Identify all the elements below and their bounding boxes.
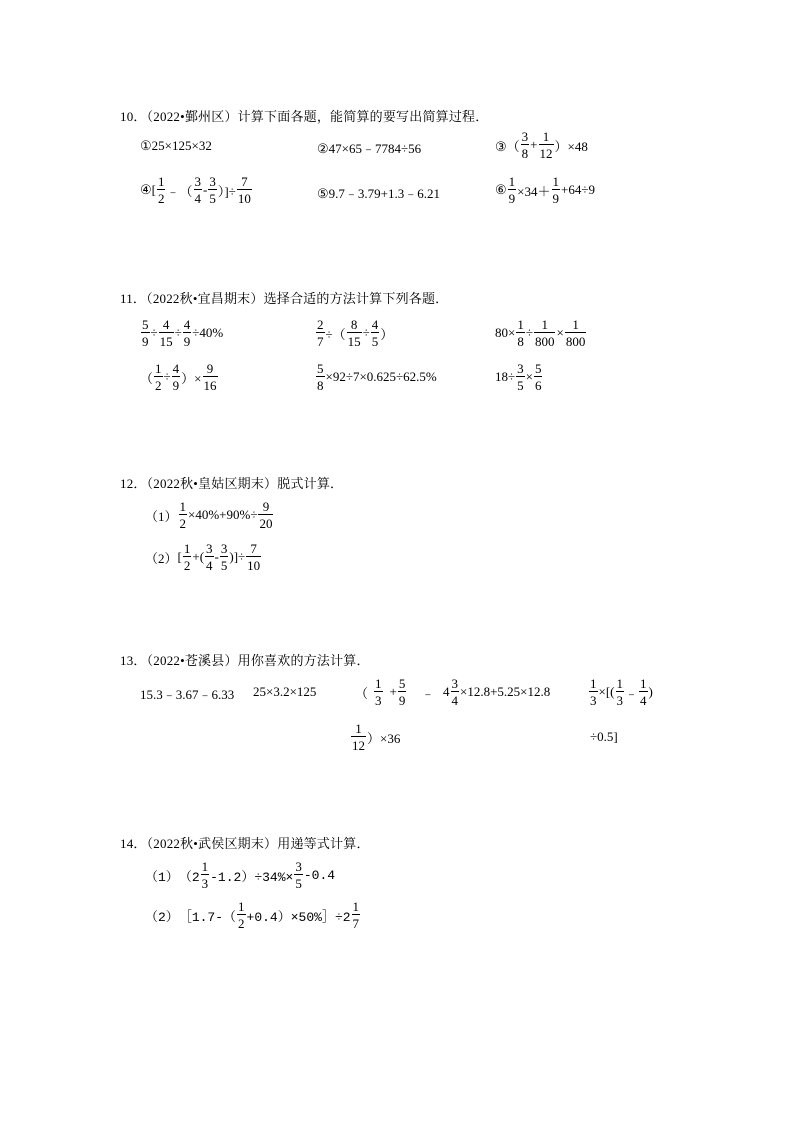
- expression-text: ÷: [525, 325, 533, 340]
- expression-text: ×12.8+5.25×12.8: [460, 684, 551, 699]
- fraction-denominator: 9: [172, 378, 180, 393]
- expression-text: 18÷: [495, 369, 516, 384]
- expression-text: ×40%+90%÷: [188, 507, 258, 522]
- problem-12-expr-1: [145, 500, 274, 530]
- fraction-numerator: 1: [534, 318, 556, 333]
- fraction: [179, 500, 188, 530]
- fraction-numerator: 7: [237, 175, 252, 190]
- expression-text: ③（: [495, 138, 520, 154]
- expression-text: ÷（: [325, 326, 346, 342]
- fraction: [347, 318, 362, 348]
- fraction-denominator: 20: [259, 516, 273, 531]
- fraction: [159, 318, 174, 348]
- problem-12-expr-2: [145, 542, 262, 572]
- fraction-denominator: 9: [552, 191, 559, 206]
- fraction: [616, 677, 625, 707]
- expression-text: ×34＋: [517, 183, 551, 199]
- fraction: [183, 318, 192, 348]
- fraction-numerator: 4: [371, 317, 379, 332]
- expression-text: ）×36: [367, 730, 401, 746]
- problem-10-expr-5: ⑤9.7﹣3.79+1.3﹣6.21: [317, 186, 440, 201]
- fraction: [237, 900, 246, 930]
- expression-text: ﹣: [625, 685, 639, 701]
- expression-text: ÷40%: [192, 325, 224, 340]
- fraction-denominator: 10: [237, 191, 251, 206]
- expression-text: ﹣: [421, 685, 435, 701]
- fraction-denominator: 3: [201, 876, 209, 891]
- fraction-denominator: 5: [220, 558, 228, 573]
- expression-text: +64÷9: [561, 182, 595, 197]
- fraction: [258, 500, 273, 530]
- expression-text: ÷: [150, 325, 158, 340]
- fraction-numerator: 1: [539, 130, 554, 145]
- fraction: [316, 318, 325, 348]
- expression-text: +: [530, 137, 538, 152]
- expression-text: （: [140, 370, 154, 386]
- fraction-numerator: 1: [183, 541, 191, 556]
- fraction-denominator: 800: [534, 334, 555, 349]
- fraction-denominator: 5: [517, 378, 524, 393]
- fraction-denominator: 9: [508, 191, 516, 206]
- fraction-denominator: 8: [517, 334, 524, 349]
- fraction-numerator: 1: [157, 174, 165, 189]
- expression-text: ）×: [181, 370, 202, 386]
- problem-11-expr-e: [315, 362, 437, 392]
- fraction: [201, 860, 210, 890]
- expression-text: ）]÷: [217, 183, 236, 199]
- problem-10-expr-6: [495, 175, 595, 205]
- fraction-denominator: 12: [539, 146, 553, 161]
- problem-10-expr-3: [495, 130, 588, 160]
- fraction-numerator: 3: [295, 859, 302, 874]
- fraction-numerator: 5: [398, 676, 406, 691]
- fraction: [552, 175, 561, 205]
- problem-14-expr-2: [145, 900, 361, 930]
- expression-text: +(: [192, 549, 205, 564]
- fraction: [203, 362, 218, 392]
- fraction-denominator: 3: [375, 693, 382, 708]
- expression-text: 4: [443, 684, 450, 699]
- fraction: [172, 362, 181, 392]
- fraction-numerator: 5: [317, 361, 324, 376]
- fraction-numerator: 4: [159, 318, 174, 333]
- fraction: [237, 175, 252, 205]
- problem-13-expr-e-cont: ÷0.5]: [590, 729, 618, 744]
- expression-text: （1）: [145, 869, 179, 885]
- fraction-numerator: 3: [451, 676, 458, 691]
- fraction-numerator: 1: [565, 318, 587, 333]
- fraction: [451, 677, 460, 707]
- fraction: [351, 722, 366, 752]
- fraction: [141, 318, 150, 348]
- expression-text: ﹣（: [166, 183, 193, 199]
- fraction: [208, 175, 217, 205]
- fraction-numerator: 7: [246, 542, 261, 557]
- expression-text: （: [355, 685, 369, 701]
- fraction-denominator: 7: [352, 916, 360, 931]
- fraction-numerator: 1: [352, 899, 360, 914]
- expression-text: （1）: [145, 508, 178, 524]
- fraction-numerator: 3: [521, 129, 529, 144]
- fraction: [157, 175, 166, 205]
- expression-text: )]÷: [229, 549, 246, 564]
- expression-text: -0.4: [303, 867, 336, 883]
- fraction-numerator: 3: [220, 541, 228, 556]
- fraction: [220, 542, 229, 572]
- problem-11-expr-d: [140, 362, 219, 392]
- expression-text: ）×48: [554, 138, 588, 154]
- expression-text: ×: [525, 369, 533, 384]
- fraction: [508, 175, 517, 205]
- fraction-denominator: 2: [183, 558, 191, 573]
- fraction-numerator: 2: [317, 317, 324, 332]
- problem-14-expr-1: [145, 860, 335, 890]
- fraction-denominator: 4: [206, 558, 213, 573]
- expression-text: -: [203, 182, 208, 197]
- expression-text: ×: [556, 325, 564, 340]
- fraction-numerator: 1: [590, 676, 597, 691]
- fraction: [352, 900, 361, 930]
- fraction-numerator: 1: [375, 676, 382, 691]
- fraction-denominator: 4: [451, 693, 458, 708]
- fraction-numerator: 8: [347, 318, 362, 333]
- fraction: [398, 677, 407, 707]
- problem-11-expr-f: [495, 362, 543, 392]
- fraction: [534, 318, 556, 348]
- expression-text: （2）: [145, 550, 178, 566]
- fraction-numerator: 3: [194, 174, 201, 189]
- fraction-denominator: 3: [616, 693, 623, 708]
- problem-10-heading: 10．（2022•鄞州区）计算下面各题，能简算的要写出简算过程．: [120, 109, 489, 124]
- expression-text: ÷: [362, 325, 370, 340]
- fraction: [183, 542, 192, 572]
- fraction-numerator: 4: [172, 361, 180, 376]
- fraction: [205, 542, 214, 572]
- problem-11-expr-b: [315, 318, 393, 348]
- problem-13-expr-c-cont: [350, 722, 400, 752]
- fraction: [194, 175, 203, 205]
- expression-text: ÷: [163, 369, 171, 384]
- fraction-denominator: 12: [352, 738, 365, 753]
- fraction-numerator: 9: [203, 362, 218, 377]
- expression-text: +0.4）×50%］÷2: [246, 909, 351, 925]
- expression-text: ×[(: [598, 684, 615, 699]
- expression-text: ［1.7-（: [178, 909, 237, 925]
- fraction: [521, 130, 530, 160]
- fraction-denominator: 16: [203, 378, 217, 393]
- expression-text: ④[: [140, 182, 156, 197]
- fraction: [371, 318, 380, 348]
- fraction-numerator: 5: [142, 317, 149, 332]
- fraction-numerator: 1: [640, 676, 647, 691]
- fraction: [516, 318, 525, 348]
- expression-text: ⑥: [495, 182, 507, 197]
- fraction-denominator: 5: [371, 334, 379, 349]
- fraction-numerator: 1: [155, 361, 162, 376]
- problem-13-expr-c: [355, 677, 434, 707]
- expression-text: ×92÷7×0.625÷62.5%: [325, 369, 437, 384]
- fraction-denominator: 8: [317, 378, 324, 393]
- problem-11-expr-c: [495, 318, 587, 348]
- expression-text: [: [177, 549, 182, 564]
- fraction-numerator: 1: [552, 174, 559, 189]
- fraction-numerator: 1: [616, 676, 623, 691]
- fraction-denominator: 15: [159, 334, 173, 349]
- problem-14-heading: 14．（2022秋•武侯区期末）用递等式计算．: [120, 836, 370, 851]
- fraction-denominator: 8: [521, 146, 529, 161]
- fraction: [316, 362, 325, 392]
- expression-text: ）: [380, 326, 394, 342]
- fraction-denominator: 2: [155, 378, 162, 393]
- problem-12-heading: 12．（2022秋•皇姑区期末）脱式计算．: [120, 476, 344, 491]
- fraction: [374, 677, 383, 707]
- fraction-numerator: 3: [517, 361, 524, 376]
- fraction: [589, 677, 598, 707]
- fraction-numerator: 3: [209, 174, 216, 189]
- expression-text: ÷: [174, 325, 182, 340]
- problem-10-expr-1: ①25×125×32: [140, 138, 212, 153]
- problem-10-expr-4: [140, 175, 253, 205]
- fraction-numerator: 9: [258, 500, 273, 515]
- fraction-numerator: 5: [534, 361, 542, 376]
- fraction-numerator: 1: [238, 899, 245, 914]
- fraction-denominator: 6: [534, 378, 542, 393]
- expression-text: （2）: [145, 909, 179, 925]
- fraction-numerator: 4: [183, 317, 191, 332]
- fraction-numerator: 1: [351, 722, 366, 737]
- fraction-denominator: 9: [142, 334, 149, 349]
- fraction-numerator: 1: [201, 859, 209, 874]
- fraction-numerator: 1: [508, 174, 516, 189]
- problem-13-expr-e: [588, 677, 653, 707]
- problem-13-expr-a: 15.3﹣3.67﹣6.33: [140, 687, 235, 702]
- fraction-numerator: 3: [206, 541, 213, 556]
- fraction-denominator: 4: [194, 191, 201, 206]
- fraction-denominator: 3: [590, 693, 597, 708]
- expression-text: -: [214, 549, 219, 564]
- fraction-denominator: 10: [247, 558, 261, 573]
- fraction-denominator: 7: [317, 334, 324, 349]
- fraction: [534, 362, 543, 392]
- fraction-denominator: 15: [347, 334, 361, 349]
- expression-text: +: [389, 684, 397, 699]
- fraction: [294, 860, 303, 890]
- fraction: [246, 542, 261, 572]
- problem-11-expr-a: [140, 318, 223, 348]
- fraction-denominator: 2: [179, 516, 187, 531]
- fraction: [565, 318, 587, 348]
- expression-text: -1.2）÷34%×: [210, 869, 294, 885]
- fraction-numerator: 1: [179, 499, 187, 514]
- problem-13-expr-b: 25×3.2×125: [253, 684, 317, 699]
- fraction-denominator: 9: [398, 693, 406, 708]
- problem-13-heading: 13．（2022•苍溪县）用你喜欢的方法计算．: [120, 653, 370, 668]
- fraction-numerator: 1: [517, 317, 524, 332]
- fraction: [639, 677, 648, 707]
- fraction-denominator: 2: [238, 916, 245, 931]
- problem-13-expr-d: [443, 677, 550, 707]
- fraction-denominator: 5: [209, 191, 216, 206]
- expression-text: ): [648, 684, 653, 699]
- expression-text: 80×: [495, 325, 516, 340]
- fraction-denominator: 5: [295, 876, 302, 891]
- fraction: [539, 130, 554, 160]
- fraction: [516, 362, 525, 392]
- fraction-denominator: 2: [157, 191, 165, 206]
- expression-text: （2: [178, 869, 200, 885]
- problem-10-expr-2: ②47×65﹣7784÷56: [317, 141, 422, 156]
- fraction-denominator: 800: [565, 334, 586, 349]
- fraction-denominator: 4: [640, 693, 647, 708]
- fraction-denominator: 9: [183, 334, 191, 349]
- fraction: [154, 362, 163, 392]
- problem-11-heading: 11．（2022秋•宜昌期末）选择合适的方法计算下列各题．: [120, 291, 449, 306]
